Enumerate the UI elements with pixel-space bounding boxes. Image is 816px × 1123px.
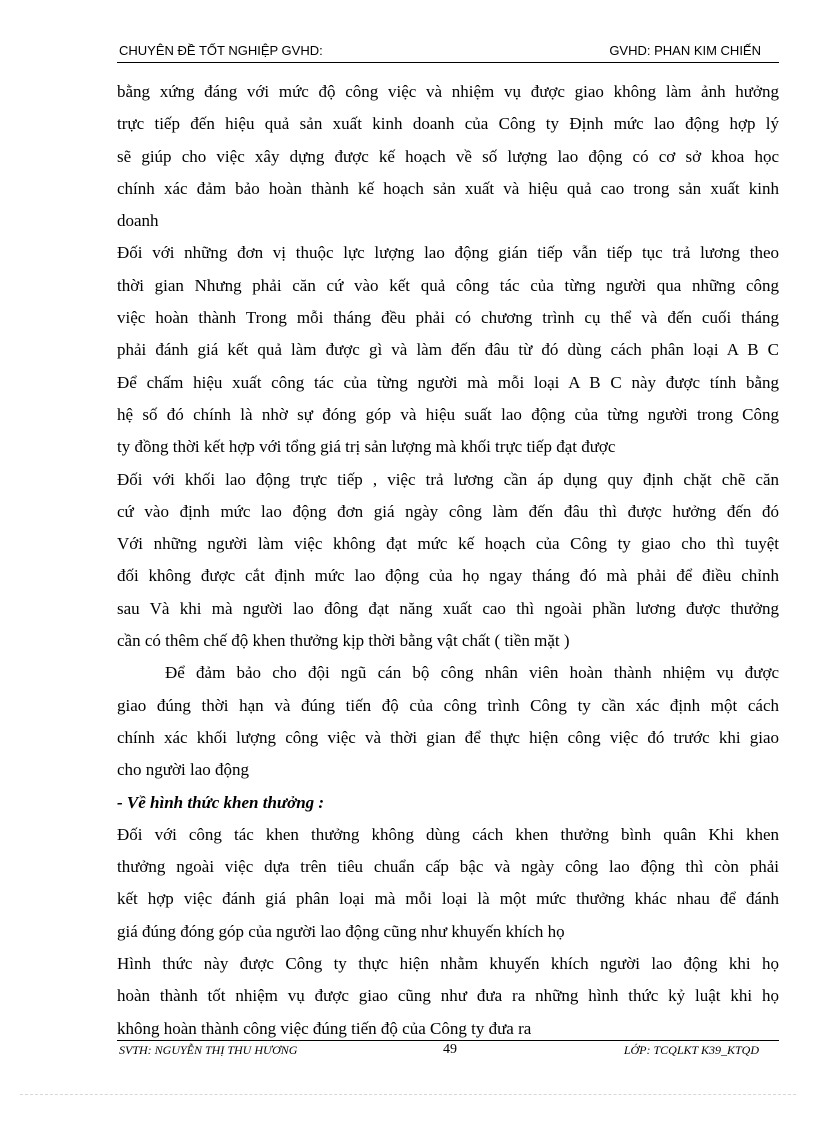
text-line: Để đảm bảo cho đội ngũ cán bộ công nhân viên hoàn thành nhiệm vụ được	[165, 663, 779, 683]
footer-student: SVTH: NGUYỄN THỊ THU HƯƠNG	[119, 1043, 298, 1057]
text-line: hoàn thành tốt nhiệm vụ được giao cũng như đưa ra những hình thức kỷ luật khi họ	[117, 986, 779, 1006]
text-line: cho người lao động	[117, 760, 249, 780]
page-break-divider	[20, 1094, 796, 1095]
text-line: hệ số đó chính là nhờ sự đóng góp và hiệu suất lao động của từng người trong Công	[117, 404, 779, 424]
header-title: CHUYÊN ĐỀ TỐT NGHIỆP GVHD:	[119, 43, 323, 58]
page-number: 49	[443, 1042, 457, 1057]
document-body	[117, 76, 779, 1045]
text-line: Đối với khối lao động trực tiếp , việc trả lương cần áp dụng quy định chặt chẽ căn	[117, 469, 779, 489]
text-line: thời gian Nhưng phải căn cứ vào kết quả công tác của từng người qua những công	[117, 275, 779, 295]
text-line: sau Và khi mà người lao đông đạt năng xuất cao thì ngoài phần lương được thưởng	[117, 598, 779, 618]
text-line: đối không được cắt định mức lao động của họ ngay tháng đó mà phải để điều chỉnh	[117, 566, 779, 586]
text-line: trực tiếp đến hiệu quả sản xuất kinh doanh của Công ty Định mức lao động hợp lý	[117, 114, 779, 134]
text-line: cần có thêm chế độ khen thưởng kịp thời bằng vật chất ( tiền mặt )	[117, 631, 570, 651]
text-line: việc hoàn thành Trong mỗi tháng đều phải có chương trình cụ thể và đến cuối tháng	[117, 308, 779, 328]
text-line: giá đúng đóng góp của người lao động cũng như khuyến khích họ	[117, 921, 565, 941]
text-line: Hình thức này được Công ty thực hiện nhằm khuyến khích người lao động khi họ	[117, 954, 779, 974]
text-line: chính xác khối lượng công việc và thời gian để thực hiện công việc đó trước khi giao	[117, 727, 779, 747]
text-line: ty đồng thời kết hợp với tổng giá trị sản lượng mà khối trực tiếp đạt được	[117, 437, 616, 457]
page-header	[117, 40, 779, 63]
text-line: chính xác đảm bảo hoàn thành kế hoạch sản xuất và hiệu quả cao trong sản xuất kinh	[117, 178, 779, 198]
text-line: thưởng ngoài việc dựa trên tiêu chuẩn cấp bậc và ngày công lao động thì còn phải	[117, 857, 779, 877]
text-line: doanh	[117, 211, 159, 231]
footer-class: LỚP: TCQLKT K39_KTQD	[623, 1043, 759, 1057]
section-heading: - Về hình thức khen thưởng :	[117, 792, 325, 812]
text-line: bằng xứng đáng với mức độ công việc và nhiệm vụ được giao không làm ảnh hưởng	[117, 82, 779, 101]
page-footer	[117, 1040, 779, 1061]
text-line: sẽ giúp cho việc xây dựng được kế hoạch về số lượng lao động có cơ sở khoa học	[117, 146, 779, 166]
text-line: giao đúng thời hạn và đúng tiến độ của công trình Công ty cần xác định một cách	[117, 695, 779, 715]
text-line: không hoàn thành công việc đúng tiến độ của Công ty đưa ra	[117, 1018, 532, 1038]
text-line: Đối với những đơn vị thuộc lực lượng lao động gián tiếp vẫn tiếp tục trả lương theo	[117, 243, 779, 263]
text-line: Để chấm hiệu xuất công tác của từng người mà mỗi loại A B C này được tính bằng	[117, 372, 779, 392]
text-line: Đối với công tác khen thưởng không dùng cách khen thưởng bình quân Khi khen	[117, 824, 779, 844]
header-advisor: GVHD: PHAN KIM CHIẾN	[609, 43, 761, 58]
text-line: phải đánh giá kết quả làm được gì và làm đến đâu từ đó dùng cách phân loại A B C	[117, 340, 779, 360]
text-line: cứ vào định mức lao động đơn giá ngày công làm đến đâu thì được hưởng đến đó	[117, 501, 779, 521]
text-line: Với những người làm việc không đạt mức kế hoạch của Công ty giao cho thì tuyệt	[117, 534, 779, 554]
text-line: kết hợp việc đánh giá phân loại mà mỗi loại là một mức thưởng khác nhau để đánh	[117, 889, 779, 909]
